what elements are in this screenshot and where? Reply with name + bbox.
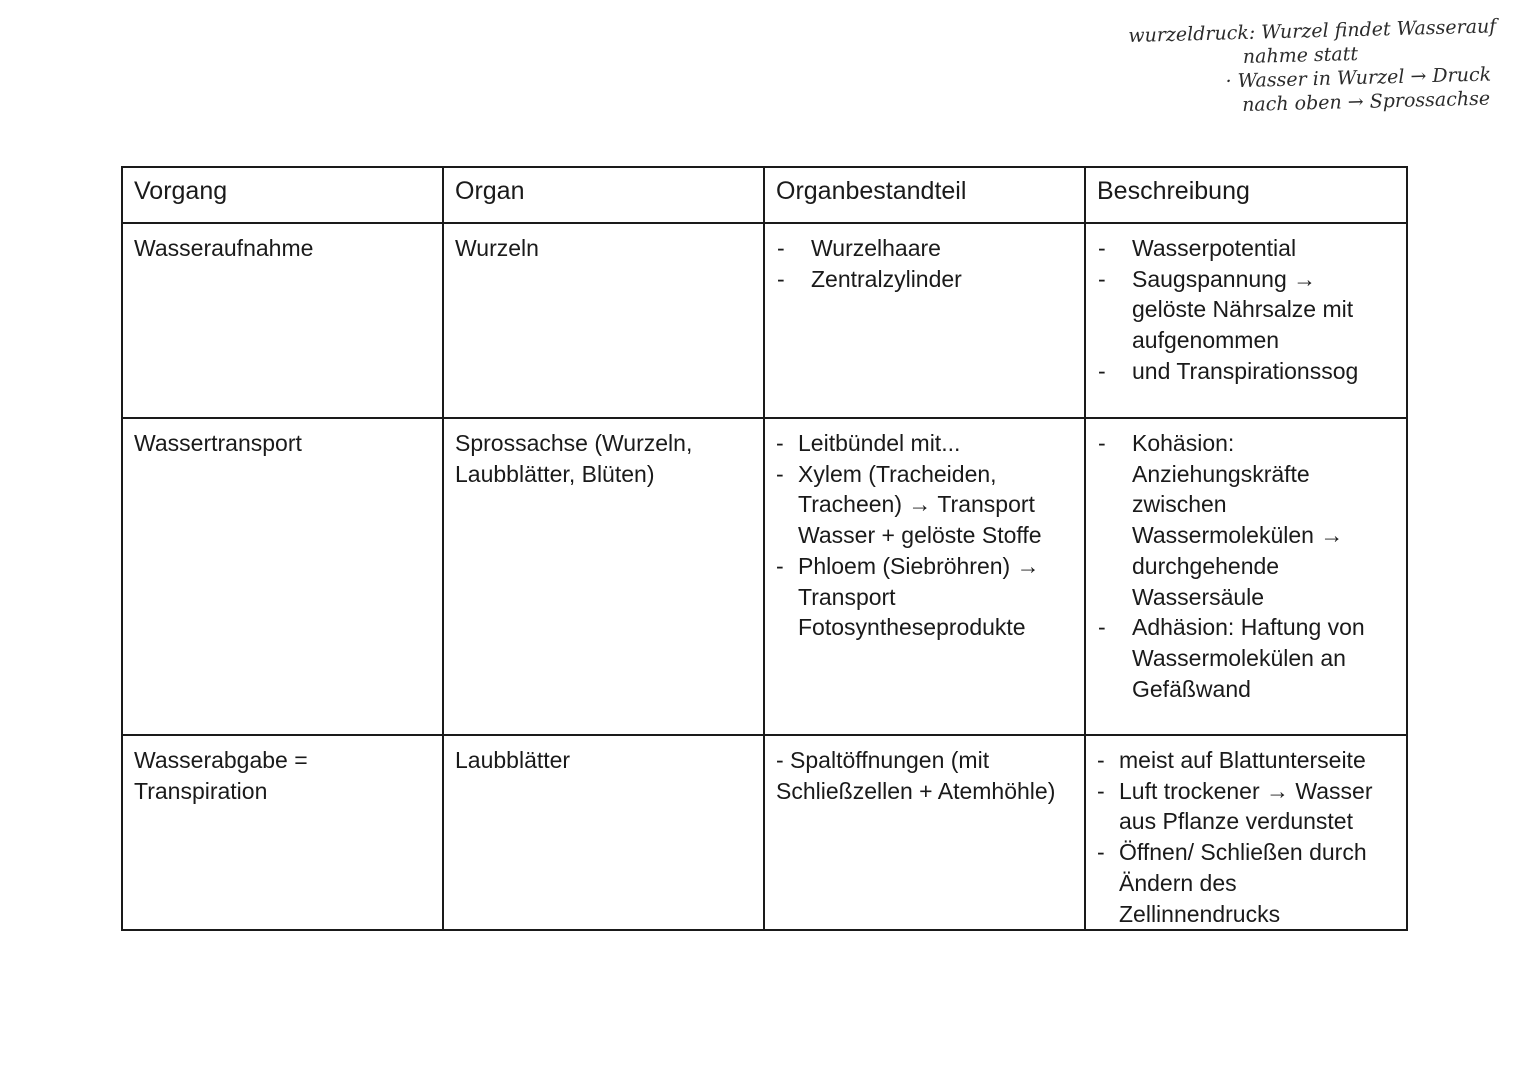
- list-item: - Phloem (Siebröhren) → Transport Fotosyntheseprodukte: [776, 551, 1073, 643]
- cell-beschreibung: [1085, 418, 1407, 735]
- header-row: [122, 167, 1407, 223]
- cell-organ: Sprossachse (Wurzeln, Laubblätter, Blüten): [443, 418, 764, 735]
- cell-vorgang: Wasserabgabe = Transpiration: [122, 735, 443, 930]
- cell-bestandteil: [764, 418, 1085, 735]
- list-item: - Wasserpotential: [1097, 233, 1395, 264]
- water-transport-table: [121, 166, 1408, 931]
- list-item: - Saugspannung → gelöste Nährsalze mit aufgenommen: [1097, 264, 1395, 356]
- table-row: [122, 223, 1407, 418]
- note-line-2: nahme statt: [1242, 42, 1359, 68]
- header-vorgang: Vorgang: [122, 167, 443, 223]
- cell-bestandteil: - Spaltöffnungen (mit Schließzellen + Atemhöhle): [764, 735, 1085, 930]
- cell-vorgang: Wassertransport: [122, 418, 443, 735]
- list-item: - Wurzelhaare: [776, 233, 1073, 264]
- list-item: - Leitbündel mit...: [776, 428, 1073, 459]
- list-item: - Öffnen/ Schließen durch Ändern des Zellinnendrucks: [1097, 837, 1395, 929]
- list-item: - Kohäsion: Anziehungskräfte zwischen Wassermolekülen → durchgehende Wassersäule: [1097, 428, 1395, 612]
- cell-beschreibung: [1085, 223, 1407, 418]
- cell-organ: Laubblätter: [443, 735, 764, 930]
- note-line-1: wurzeldruck: Wurzel findet Wasserauf: [1128, 15, 1497, 47]
- header-organbestandteil: Organbestandteil: [764, 167, 1085, 223]
- header-organ: Organ: [443, 167, 764, 223]
- list-item: - und Transpirationssog: [1097, 356, 1395, 387]
- list-item: - Luft trockener → Wasser aus Pflanze verdunstet: [1097, 776, 1395, 837]
- list-item: - Adhäsion: Haftung von Wassermolekülen an Gefäßwand: [1097, 612, 1395, 704]
- header-beschreibung: Beschreibung: [1085, 167, 1407, 223]
- list-item: - Xylem (Tracheiden, Tracheen) → Transport Wasser + gelöste Stoffe: [776, 459, 1073, 551]
- list-item: - Zentralzylinder: [776, 264, 1073, 295]
- cell-beschreibung: [1085, 735, 1407, 930]
- cell-vorgang: Wasseraufnahme: [122, 223, 443, 418]
- table-row: [122, 735, 1407, 930]
- note-line-4: nach oben → Sprossachse: [1241, 87, 1491, 117]
- handwritten-note: [1128, 14, 1520, 120]
- cell-bestandteil: [764, 223, 1085, 418]
- table-row: [122, 418, 1407, 735]
- cell-organ: Wurzeln: [443, 223, 764, 418]
- note-line-3: · Wasser in Wurzel → Druck: [1225, 63, 1492, 93]
- list-item: - meist auf Blattunterseite: [1097, 745, 1395, 776]
